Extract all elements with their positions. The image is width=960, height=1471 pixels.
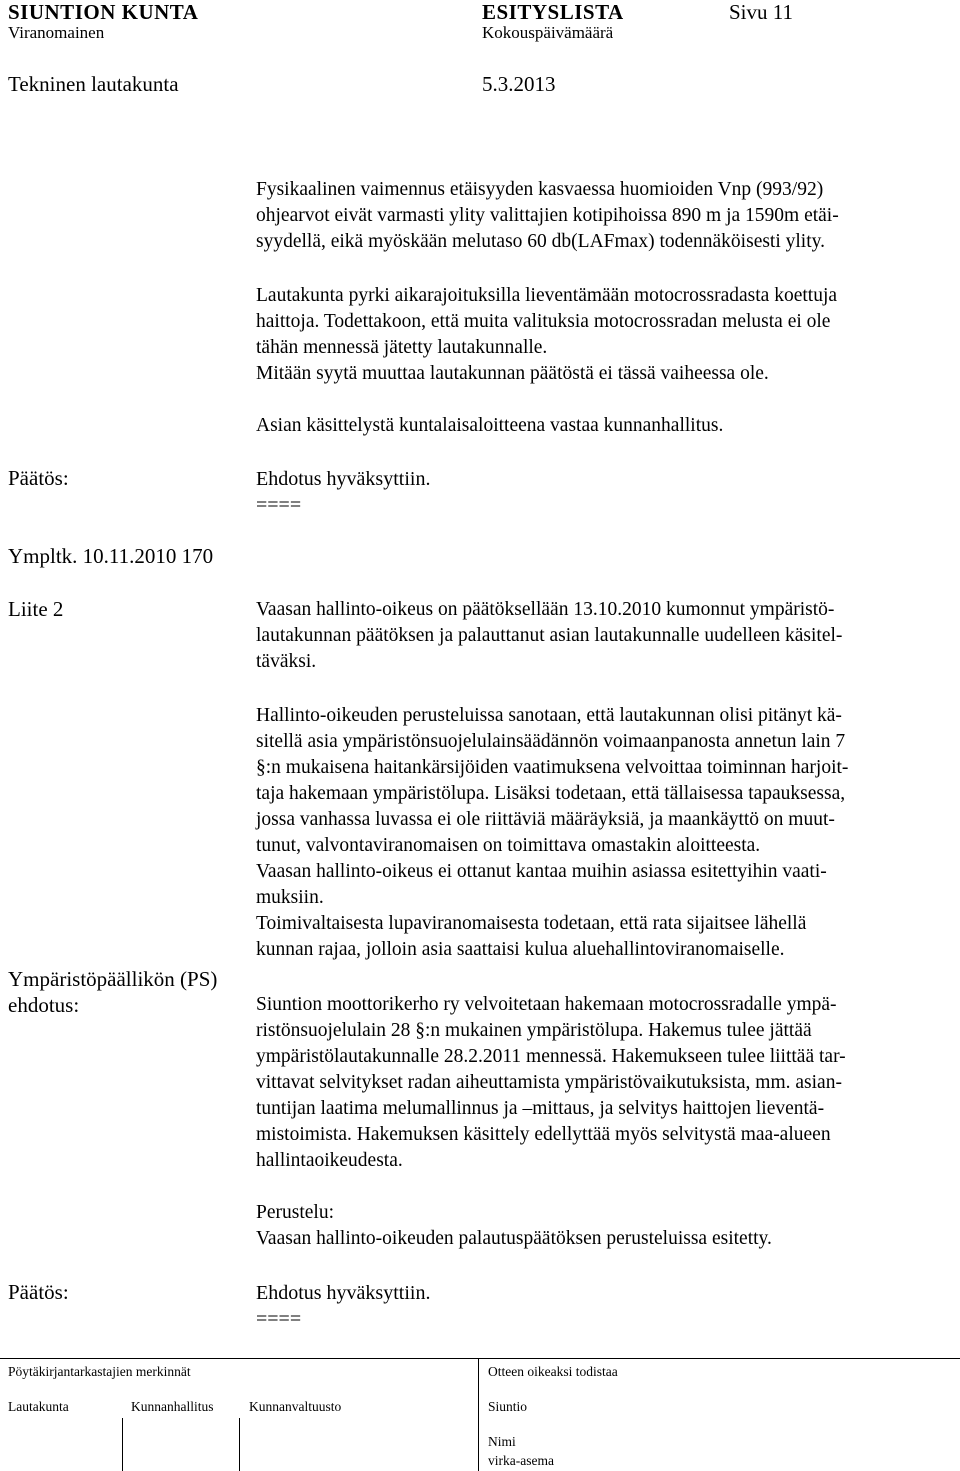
text-line: Ehdotus hyväksyttiin. xyxy=(256,468,431,490)
authority: Tekninen lautakunta xyxy=(8,72,179,96)
text-line: syydellä, eikä myöskään melutaso 60 db(LAFmax) todennäköisesti ylity. xyxy=(256,231,826,252)
paragraph-attenuation xyxy=(256,177,839,255)
footer-col-divider xyxy=(122,1418,123,1471)
footer-rule xyxy=(0,1358,960,1359)
doc-type: ESITYSLISTA xyxy=(482,0,624,24)
text-line: Lautakunta pyrki aikarajoituksilla lieventämään motocrossradasta koettuja xyxy=(256,285,838,306)
footer-col-divider xyxy=(239,1418,240,1471)
text-line: tähän mennessä jätetty lautakunnalle. xyxy=(256,337,548,358)
text-line: ohjearvot eivät varmasti ylity valittajien kotipihoissa 890 m ja 1590m etäi- xyxy=(256,205,839,226)
rationale-label: Perustelu: xyxy=(256,1202,334,1223)
text-line: muksiin. xyxy=(256,887,324,908)
footer-col-board: Lautakunta xyxy=(8,1399,69,1414)
text-line: jossa vanhassa luvassa ei ole riittäviä määräyksiä, ja maankäyttö on muut- xyxy=(256,809,835,830)
decision-label: Päätös: xyxy=(8,466,69,490)
text-line: taja hakemaan ympäristölupa. Lisäksi todetaan, että tällaisessa tapauksessa, xyxy=(256,783,846,804)
paragraph-board-limits xyxy=(256,283,837,387)
decision-label: Päätös: xyxy=(8,1280,69,1304)
paragraph-initiative xyxy=(256,413,723,439)
attachment-label: Liite 2 xyxy=(8,597,64,621)
certified-label: Otteen oikeaksi todistaa xyxy=(488,1364,618,1379)
text-line: Toimivaltaisesta lupaviranomaisesta todetaan, että rata sijaitsee lähellä xyxy=(256,913,807,934)
text-line: Ehdotus hyväksyttiin. xyxy=(256,1282,431,1304)
text-line: §:n mukaisena haitankärsijöiden vaatimuksena velvoittaa toiminnan harjoit- xyxy=(256,757,849,778)
text-line: Hallinto-oikeuden perusteluissa sanotaan, että lautakunnan olisi pitänyt kä- xyxy=(256,705,842,726)
text-line: lautakunnan päätöksen ja palauttanut asian lautakunnalle uudelleen käsitel- xyxy=(256,625,843,646)
text-line: Asian käsittelystä kuntalaisaloitteena vastaa kunnanhallitus. xyxy=(256,415,724,436)
text-line: Vaasan hallinto-oikeuden palautuspäätöksen perusteluissa esitetty. xyxy=(256,1228,772,1249)
text-line: Siuntion moottorikerho ry velvoitetaan hakemaan motocrossradalle ympä- xyxy=(256,994,837,1015)
paragraph-proposal xyxy=(256,992,846,1174)
decision-text xyxy=(256,466,430,518)
reviewers-label: Pöytäkirjantarkastajien merkinnät xyxy=(8,1364,191,1379)
text-line: ristönsuojelulain 28 §:n mukainen ympäristölupa. Hakemus tulee jättää xyxy=(256,1020,812,1041)
text-line: vittavat selvitykset radan aiheuttamista ympäristövaikutuksista, mm. asian- xyxy=(256,1072,842,1093)
text-line: Fysikaalinen vaimennus etäisyyden kasvaessa huomioiden Vnp (993/92) xyxy=(256,179,824,200)
paragraph-court-reasoning xyxy=(256,703,848,963)
separator: ==== xyxy=(256,1308,302,1330)
meeting-date: 5.3.2013 xyxy=(482,72,556,96)
text-line: täväksi. xyxy=(256,651,317,672)
footer-name: Nimi xyxy=(488,1434,516,1449)
proposal-label-line: Ympäristöpäällikön (PS) xyxy=(8,967,218,991)
footer-divider xyxy=(478,1358,479,1471)
footer-col-municipal-board: Kunnanhallitus xyxy=(131,1399,214,1414)
text-line: ympäristölautakunnalle 28.2.2011 mennessä. Hakemukseen tulee liittää tar- xyxy=(256,1046,846,1067)
decision-text xyxy=(256,1280,430,1332)
text-line: kunnan rajaa, jolloin asia saattaisi kulua aluehallintoviranomaiselle. xyxy=(256,939,785,960)
page-number: Sivu 11 xyxy=(729,0,793,24)
paragraph-rationale xyxy=(256,1200,772,1252)
authority-label: Viranomainen xyxy=(8,23,105,42)
org-name: SIUNTION KUNTA xyxy=(8,0,199,24)
proposal-label-line: ehdotus: xyxy=(8,993,80,1017)
text-line: sitellä asia ympäristönsuojelulainsäädännön voimaanpanosta annetun lain 7 xyxy=(256,731,846,752)
footer-place: Siuntio xyxy=(488,1399,528,1414)
text-line: hallintaoikeudesta. xyxy=(256,1150,403,1171)
text-line: tunut, valvontaviranomaisen on toimittava omastakin aloitteesta. xyxy=(256,835,761,856)
separator: ==== xyxy=(256,494,302,516)
text-line: Vaasan hallinto-oikeus on päätöksellään 13.10.2010 kumonnut ympäristö- xyxy=(256,599,835,620)
text-line: haittoja. Todettakoon, että muita valituksia motocrossradan melusta ei ole xyxy=(256,311,831,332)
reference: Ympltk. 10.11.2010 170 xyxy=(8,544,214,568)
footer-title: virka-asema xyxy=(488,1453,554,1468)
proposal-label xyxy=(8,966,217,1018)
text-line: mistoimista. Hakemuksen käsittely edellyttää myös selvitystä maa-alueen xyxy=(256,1124,831,1145)
text-line: Vaasan hallinto-oikeus ei ottanut kantaa muihin asiassa esitettyihin vaati- xyxy=(256,861,827,882)
paragraph-court-ruling xyxy=(256,597,842,675)
text-line: tuntijan laatima melumallinnus ja –mittaus, ja selvitys haittojen lieventä- xyxy=(256,1098,825,1119)
date-label: Kokouspäivämäärä xyxy=(482,23,614,42)
text-line: Mitään syytä muuttaa lautakunnan päätöstä ei tässä vaiheessa ole. xyxy=(256,363,769,384)
footer-col-council: Kunnanvaltuusto xyxy=(249,1399,342,1414)
